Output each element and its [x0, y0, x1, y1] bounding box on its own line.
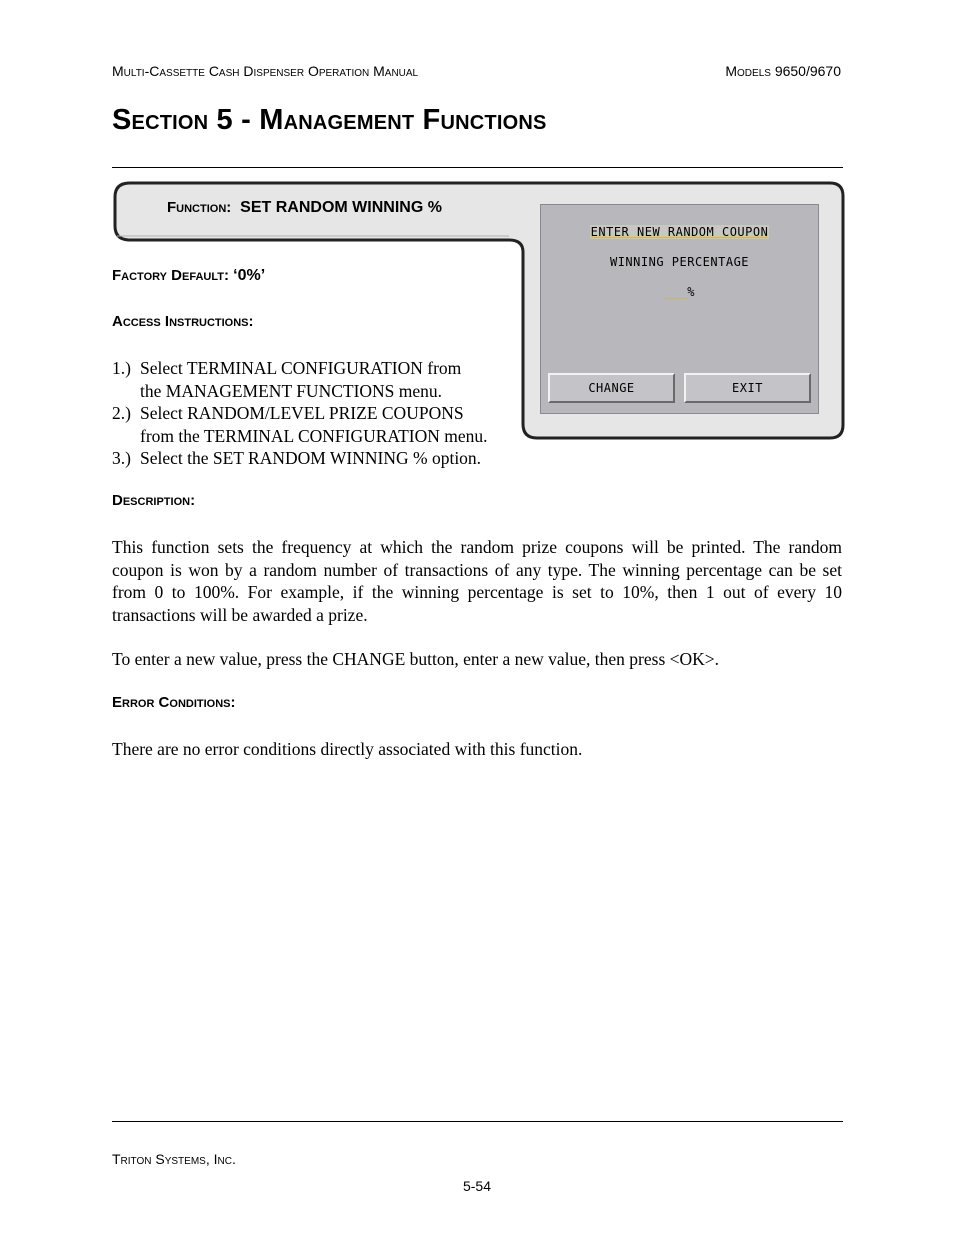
function-name: SET RANDOM WINNING % — [240, 199, 442, 216]
exit-button[interactable]: EXIT — [684, 373, 811, 403]
factory-default-label: Factory Default: — [112, 267, 229, 284]
step-item — [112, 357, 532, 402]
function-label — [167, 199, 442, 217]
change-button[interactable]: CHANGE — [548, 373, 675, 403]
change-instructions-paragraph: To enter a new value, press the CHANGE button, enter a new value, then press <OK>. — [112, 649, 720, 669]
running-header-left: Multi-Cassette Cash Dispenser Operation Manual — [112, 63, 419, 79]
step-text: the MANAGEMENT FUNCTIONS menu. — [140, 380, 443, 401]
access-instructions-heading: Access Instructions: — [112, 313, 254, 330]
percentage-input[interactable] — [541, 285, 818, 299]
running-header-right: Models 9650/9670 — [725, 63, 841, 79]
step-item — [112, 402, 532, 447]
description-heading: Description: — [112, 492, 196, 509]
error-conditions-heading: Error Conditions: — [112, 694, 236, 711]
screen-prompt-line2: WINNING PERCENTAGE — [609, 255, 750, 269]
footer-rule — [112, 1121, 843, 1122]
step-number: 3.) — [112, 448, 131, 468]
page-number: 5-54 — [462, 1178, 492, 1194]
description-paragraph: This function sets the frequency at which the random prize coupons will be printed. The random coupon is won by a random number of transactions of any type. The winning percentage can be set from 0 to 100%. For example, if the winning percentage is set to 10%, then 1 out of every 10 transactions will be awarded a prize. — [112, 537, 842, 625]
step-text: Select RANDOM/LEVEL PRIZE COUPONS — [140, 403, 464, 423]
input-blanks: ___ — [664, 285, 688, 299]
factory-default-heading — [112, 267, 265, 285]
footer-company: Triton Systems, Inc. — [112, 1151, 236, 1167]
step-text: Select TERMINAL CONFIGURATION from — [140, 358, 462, 378]
screen-prompt-line1: ENTER NEW RANDOM COUPON — [590, 225, 769, 239]
step-number: 2.) — [112, 403, 131, 423]
percent-suffix: % — [687, 285, 695, 299]
factory-default-value: ‘0%’ — [233, 267, 266, 284]
step-number: 1.) — [112, 358, 131, 378]
access-steps-list — [112, 357, 532, 470]
step-item — [112, 447, 532, 470]
step-text: Select the SET RANDOM WINNING % option. — [140, 448, 482, 468]
section-title: Section 5 - Management Functions — [112, 104, 547, 136]
error-conditions-paragraph: There are no error conditions directly associated with this function. — [112, 739, 583, 759]
step-text: from the TERMINAL CONFIGURATION menu. — [140, 425, 488, 446]
atm-screen — [540, 204, 819, 414]
function-prefix: Function: — [167, 199, 232, 216]
